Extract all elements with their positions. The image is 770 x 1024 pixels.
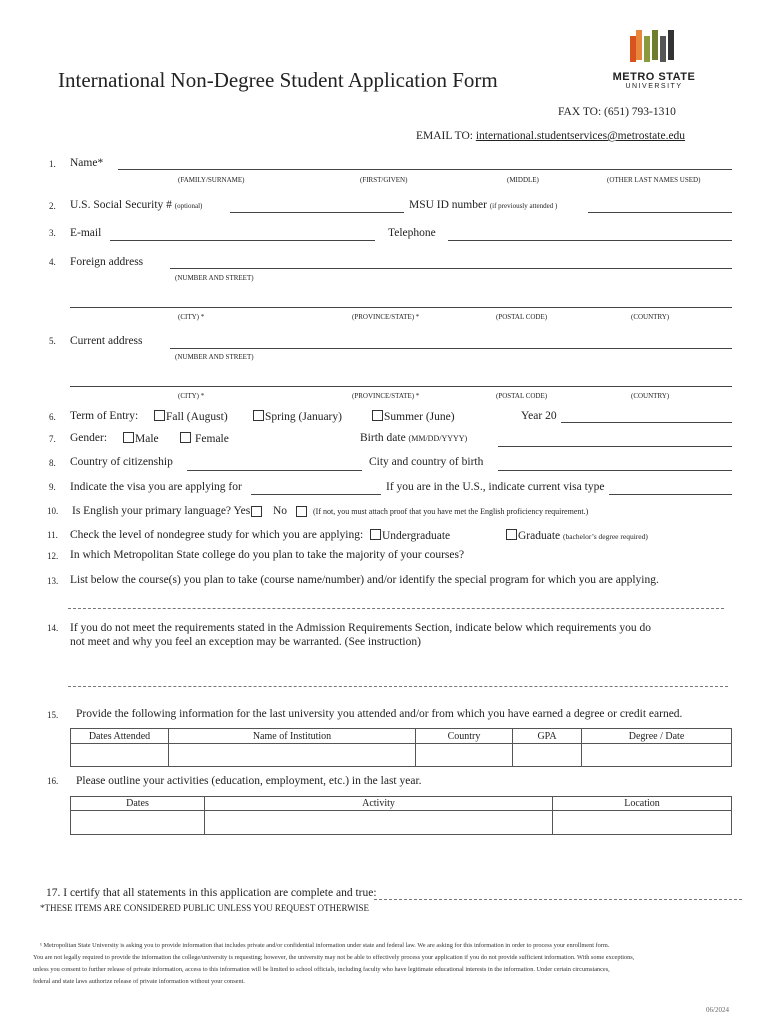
current-visa-field[interactable] (609, 494, 732, 495)
male-label: Male (135, 433, 159, 445)
telephone-field[interactable] (448, 240, 732, 241)
q14-number: 14. (47, 623, 59, 633)
first-name-caption: (FIRST/GIVEN) (360, 176, 408, 184)
form-date: 06/2024 (706, 1006, 729, 1014)
undergraduate-option[interactable] (370, 529, 450, 542)
term-spring-option[interactable] (253, 410, 342, 423)
privacy-line3: unless you consent to further release of private information, access to this information will be limited to school officials, including faculty who have legitimate educational interests in the information. Under certain circumstances, (33, 966, 610, 973)
institution-cell[interactable] (169, 744, 416, 767)
exception-line1: If you do not meet the requirements stated in the Admission Requirements Section, indicate below which requirements you do (70, 622, 651, 634)
english-no-checkbox[interactable] (296, 506, 307, 517)
english-no-label: No (273, 505, 288, 517)
male-checkbox[interactable] (123, 432, 134, 443)
courses-label: List below the course(s) you plan to take (course name/number) and/or identify the special program for which you are applying. (70, 574, 659, 586)
gender-male-option[interactable] (123, 432, 159, 445)
current-postal-caption: (POSTAL CODE) (496, 392, 548, 400)
q6-number: 6. (49, 412, 56, 422)
activity-cell[interactable] (205, 811, 553, 835)
signature-field[interactable] (374, 899, 742, 900)
fall-label: Fall (August) (166, 411, 228, 423)
q9-number: 9. (49, 482, 56, 492)
female-label: Female (195, 433, 229, 445)
current-street-field[interactable] (170, 348, 732, 349)
form-title: International Non-Degree Student Application Form (58, 68, 498, 92)
q15-number: 15. (47, 710, 59, 720)
q13-number: 13. (47, 576, 59, 586)
graduate-checkbox[interactable] (506, 529, 517, 540)
current-visa-label: If you are in the U.S., indicate current visa type (386, 481, 605, 493)
col-gpa: GPA (513, 729, 582, 744)
gender-label: Gender: (70, 432, 108, 444)
q3-number: 3. (49, 228, 56, 238)
birthplace-label: City and country of birth (369, 456, 484, 468)
english-note: (If not, you must attach proof that you have met the English proficiency requirement.) (313, 507, 589, 516)
email-line (416, 130, 685, 142)
university-table-header (71, 729, 732, 744)
level-label: Check the level of nondegree study for which you are applying: (70, 529, 364, 541)
foreign-country-caption: (COUNTRY) (631, 313, 670, 321)
summer-checkbox[interactable] (372, 410, 383, 421)
current-province-caption: (PROVINCE/STATE) * (352, 392, 420, 400)
birth-date-text: Birth date (360, 432, 406, 444)
foreign-city-field[interactable] (70, 307, 732, 308)
birth-date-format: (MM/DD/YYYY) (408, 434, 468, 443)
citizenship-field[interactable] (187, 470, 362, 471)
q16-number: 16. (47, 776, 59, 786)
col-degree-date: Degree / Date (582, 729, 732, 744)
activities-table-header (71, 797, 732, 811)
q4-number: 4. (49, 257, 56, 267)
q8-number: 8. (49, 458, 56, 468)
family-name-caption: (FAMILY/SURNAME) (178, 176, 245, 184)
year-label: Year 20 (521, 410, 557, 422)
spring-label: Spring (January) (265, 411, 342, 423)
country-cell[interactable] (416, 744, 513, 767)
graduate-note: (bachelor’s degree required) (563, 532, 648, 541)
activities-table (70, 796, 732, 835)
q1-number: 1. (49, 159, 56, 169)
ssn-optional: (optional) (174, 202, 203, 210)
privacy-line1: ¹ Metropolitan State University is asking you to provide information that includes private and/or confidential information under state and federal law. We are asking for this information in order to process your enrollment form. (40, 942, 610, 949)
undergraduate-label: Undergraduate (382, 530, 451, 542)
msu-id-field[interactable] (588, 212, 732, 213)
dates-attended-cell[interactable] (71, 744, 169, 767)
name-field[interactable] (118, 169, 732, 170)
privacy-line4: federal and state laws authorize release of private information without your consent. (33, 978, 245, 985)
dates-cell[interactable] (71, 811, 205, 835)
university-table (70, 728, 732, 767)
q12-number: 12. (47, 551, 59, 561)
email-label: EMAIL TO: (416, 130, 476, 142)
undergraduate-checkbox[interactable] (370, 529, 381, 540)
degree-date-cell[interactable] (582, 744, 732, 767)
foreign-street-field[interactable] (170, 268, 732, 269)
summer-label: Summer (June) (384, 411, 455, 423)
col-institution: Name of Institution (169, 729, 416, 744)
citizenship-label: Country of citizenship (70, 456, 173, 468)
certify-label: 17. I certify that all statements in this application are complete and true: (46, 887, 377, 899)
current-address-label: Current address (70, 335, 143, 347)
graduate-option[interactable] (506, 529, 648, 542)
english-yes-checkbox[interactable] (251, 506, 262, 517)
foreign-street-caption: (NUMBER AND STREET) (175, 274, 254, 282)
q11-number: 11. (47, 530, 58, 540)
current-city-field[interactable] (70, 386, 732, 387)
middle-name-caption: (MIDDLE) (507, 176, 539, 184)
visa-field[interactable] (251, 494, 381, 495)
term-summer-option[interactable] (372, 410, 455, 423)
year-field[interactable] (561, 422, 732, 423)
university-table-row[interactable] (71, 744, 732, 767)
exception-line2: not meet and why you feel an exception may be warranted. (See instruction) (70, 636, 421, 648)
activities-label: Please outline your activities (education, employment, etc.) in the last year. (76, 775, 422, 787)
foreign-address-label: Foreign address (70, 256, 144, 268)
ssn-field[interactable] (230, 212, 404, 213)
birth-date-label (360, 432, 467, 444)
current-country-caption: (COUNTRY) (631, 392, 670, 400)
col-country: Country (416, 729, 513, 744)
birth-date-field[interactable] (498, 446, 732, 447)
graduate-label: Graduate (518, 530, 561, 542)
col-dates: Dates (71, 797, 205, 811)
logo-line1: METRO STATE (612, 71, 696, 83)
college-label: In which Metropolitan State college do you plan to take the majority of your courses? (70, 549, 465, 561)
female-checkbox[interactable] (180, 432, 191, 443)
metro-state-logo-icon (606, 26, 702, 66)
q10-number: 10. (47, 506, 59, 516)
q5-number: 5. (49, 336, 56, 346)
courses-field[interactable] (68, 608, 724, 609)
public-notice: *THESE ITEMS ARE CONSIDERED PUBLIC UNLESS YOU REQUEST OTHERWISE (40, 903, 370, 913)
foreign-postal-caption: (POSTAL CODE) (496, 313, 548, 321)
msu-id-note: (if previously attended ) (489, 202, 558, 210)
foreign-province-caption: (PROVINCE/STATE) * (352, 313, 420, 321)
privacy-line2: You are not legally required to provide the information the college/university is requesting; however, the university may not be able to effectively process your application if you do not provide sufficient information. With some exceptions, (33, 954, 635, 961)
other-names-caption: (OTHER LAST NAMES USED) (607, 176, 701, 184)
gpa-cell[interactable] (513, 744, 582, 767)
fall-checkbox[interactable] (154, 410, 165, 421)
location-cell[interactable] (553, 811, 732, 835)
university-label: Provide the following information for the last university you attended and/or from which you have earned a degree or credit earned. (76, 708, 683, 720)
ssn-label: U.S. Social Security # (70, 199, 172, 211)
q1-label: Name* (70, 157, 104, 169)
visa-label: Indicate the visa you are applying for (70, 481, 242, 493)
activities-table-row[interactable] (71, 811, 732, 835)
term-label: Term of Entry: (70, 410, 139, 422)
current-city-caption: (CITY) * (178, 392, 205, 400)
fax-line: FAX TO: (651) 793-1310 (558, 106, 676, 118)
email-field-label: E-mail (70, 227, 102, 239)
gender-female-option[interactable] (180, 432, 229, 445)
msu-id-text: MSU ID number (409, 199, 487, 211)
term-fall-option[interactable] (154, 410, 228, 423)
logo (606, 26, 702, 92)
birthplace-field[interactable] (498, 470, 732, 471)
email-field[interactable] (110, 240, 375, 241)
q2-number: 2. (49, 201, 56, 211)
col-dates-attended: Dates Attended (71, 729, 169, 744)
email-link[interactable]: international.studentservices@metrostate.edu (475, 130, 686, 142)
logo-line2: UNIVERSITY (625, 83, 683, 90)
telephone-label: Telephone (388, 227, 436, 239)
q7-number: 7. (49, 434, 56, 444)
english-label: Is English your primary language? Yes (72, 505, 251, 517)
col-activity: Activity (205, 797, 553, 811)
col-location: Location (553, 797, 732, 811)
current-street-caption: (NUMBER AND STREET) (175, 353, 254, 361)
foreign-city-caption: (CITY) * (178, 313, 205, 321)
msu-id-label (409, 199, 557, 211)
q2-label (70, 199, 202, 211)
spring-checkbox[interactable] (253, 410, 264, 421)
exception-field[interactable] (68, 686, 728, 687)
